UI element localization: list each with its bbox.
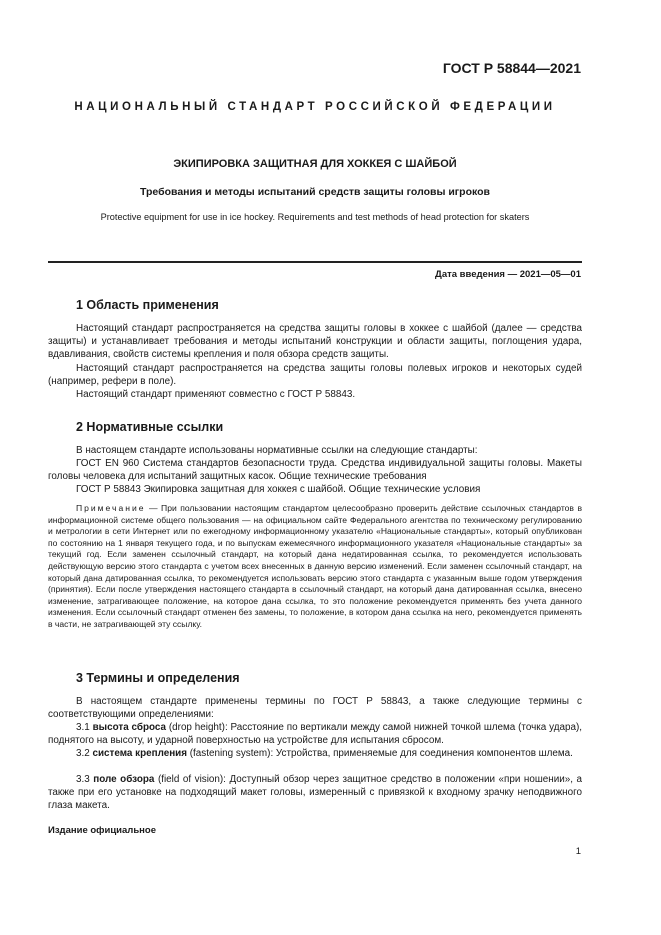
national-standard-banner: НАЦИОНАЛЬНЫЙ СТАНДАРТ РОССИЙСКОЙ ФЕДЕРАЦИИ <box>74 101 556 113</box>
term-3-1-name: высота сброса <box>92 722 167 733</box>
term-3-3 <box>48 773 582 812</box>
section-2-heading: 2 Нормативные ссылки <box>76 420 224 434</box>
section-3-paragraph-1: В настоящем стандарте применены термины по ГОСТ Р 58843, а также следующие термины с соответствующими определениями: <box>48 696 582 720</box>
header-divider <box>48 261 582 263</box>
section-1-paragraph-3: Настоящий стандарт применяют совместно с ГОСТ Р 58843. <box>76 389 356 400</box>
reference-gost-r-58843: ГОСТ Р 58843 Экипировка защитная для хоккея с шайбой. Общие технические условия <box>76 484 481 495</box>
document-subtitle: Требования и методы испытаний средств защиты головы игроков <box>140 186 490 198</box>
term-3-2 <box>48 747 582 760</box>
introduction-date: Дата введения — 2021—05—01 <box>435 269 581 280</box>
note-text: — При пользовании настоящим стандартом целесообразно проверить действие ссылочных стандартов в информационной системе общего пользования — на официальном сайте Федерального агентства по техническому регулированию и метрологии в сети Интернет или по ежегодному информационному указателю «Национальные стандарты», который опубликован по состоянию на 1 января текущего года, и по выпускам ежемесячного информационного указателя «Национальные стандарты» за текущий год. Если заменен ссылочный стандарт, на который дана недатированная ссылка, то рекомендуется использовать действующую версию этого стандарта с учетом всех внесенных в данную версию изменений. Если заменен ссылочный стандарт, на который дана датированная ссылка, то рекомендуется использовать версию этого стандарта с указанным выше годом утверждения (принятия). Если после утверждения настоящего стандарта в ссылочный стандарт, на который дана датированная ссылка, внесено изменение, затрагивающее положение, на которое дана ссылка, то это положение рекомендуется применять без учета данного изменения. Если ссылочный стандарт отменен без замены, то положение, в котором дана ссылка на него, рекомендуется применять в части, не затрагивающей эту ссылку. <box>48 503 582 629</box>
term-3-1-definition: (drop height): Расстояние по вертикали между самой нижней точкой шлема (точка удара), поднятого на высоту, и ударной поверхностью на устройстве для испытания сбросом. <box>48 722 582 746</box>
term-3-3-number: 3.3 <box>76 774 90 785</box>
english-title: Protective equipment for use in ice hockey. Requirements and test methods of head protection for skaters <box>100 212 530 222</box>
term-3-1 <box>48 721 582 747</box>
term-3-3-name: поле обзора <box>93 774 155 785</box>
reference-gost-en-960: ГОСТ EN 960 Система стандартов безопасности труда. Средства индивидуальной защиты головы. Макеты головы человека для испытаний защитных касок. Общие технические требования <box>48 458 582 482</box>
note-label: Примечание <box>76 503 146 513</box>
references-note <box>48 503 582 631</box>
section-1-heading: 1 Область применения <box>76 298 219 312</box>
section-2-paragraph-1: В настоящем стандарте использованы нормативные ссылки на следующие стандарты: <box>76 445 478 456</box>
official-edition-label: Издание официальное <box>48 825 156 836</box>
term-3-1-number: 3.1 <box>76 722 90 733</box>
term-3-2-number: 3.2 <box>76 748 90 759</box>
section-1-paragraph-2: Настоящий стандарт распространяется на средства защиты головы полевых игроков и некоторых судей (например, рефери в поле). <box>48 363 582 387</box>
standard-code: ГОСТ Р 58844—2021 <box>442 60 581 76</box>
term-3-2-definition: (fastening system): Устройства, применяемые для соединения компонентов шлема. <box>189 748 573 759</box>
section-1-paragraph-1: Настоящий стандарт распространяется на средства защиты головы в хоккее с шайбой (далее — средства защиты) и устанавливает требования и методы испытаний конструкции и области защиты, поглощения удара, вдавливания, свойств системы крепления и поля обзора средств защиты. <box>48 323 582 360</box>
section-3-heading: 3 Термины и определения <box>76 671 240 685</box>
page-number: 1 <box>575 846 581 857</box>
term-3-3-definition: (field of vision): Доступный обзор через защитное средство в положении «при ношении», а также при его установке на подходящий макет головы, измеренный с привязкой к входному зрачку неподвижного глаза макета. <box>48 774 582 811</box>
document-title: ЭКИПИРОВКА ЗАЩИТНАЯ ДЛЯ ХОККЕЯ С ШАЙБОЙ <box>173 158 457 170</box>
term-3-2-name: система крепления <box>92 748 188 759</box>
